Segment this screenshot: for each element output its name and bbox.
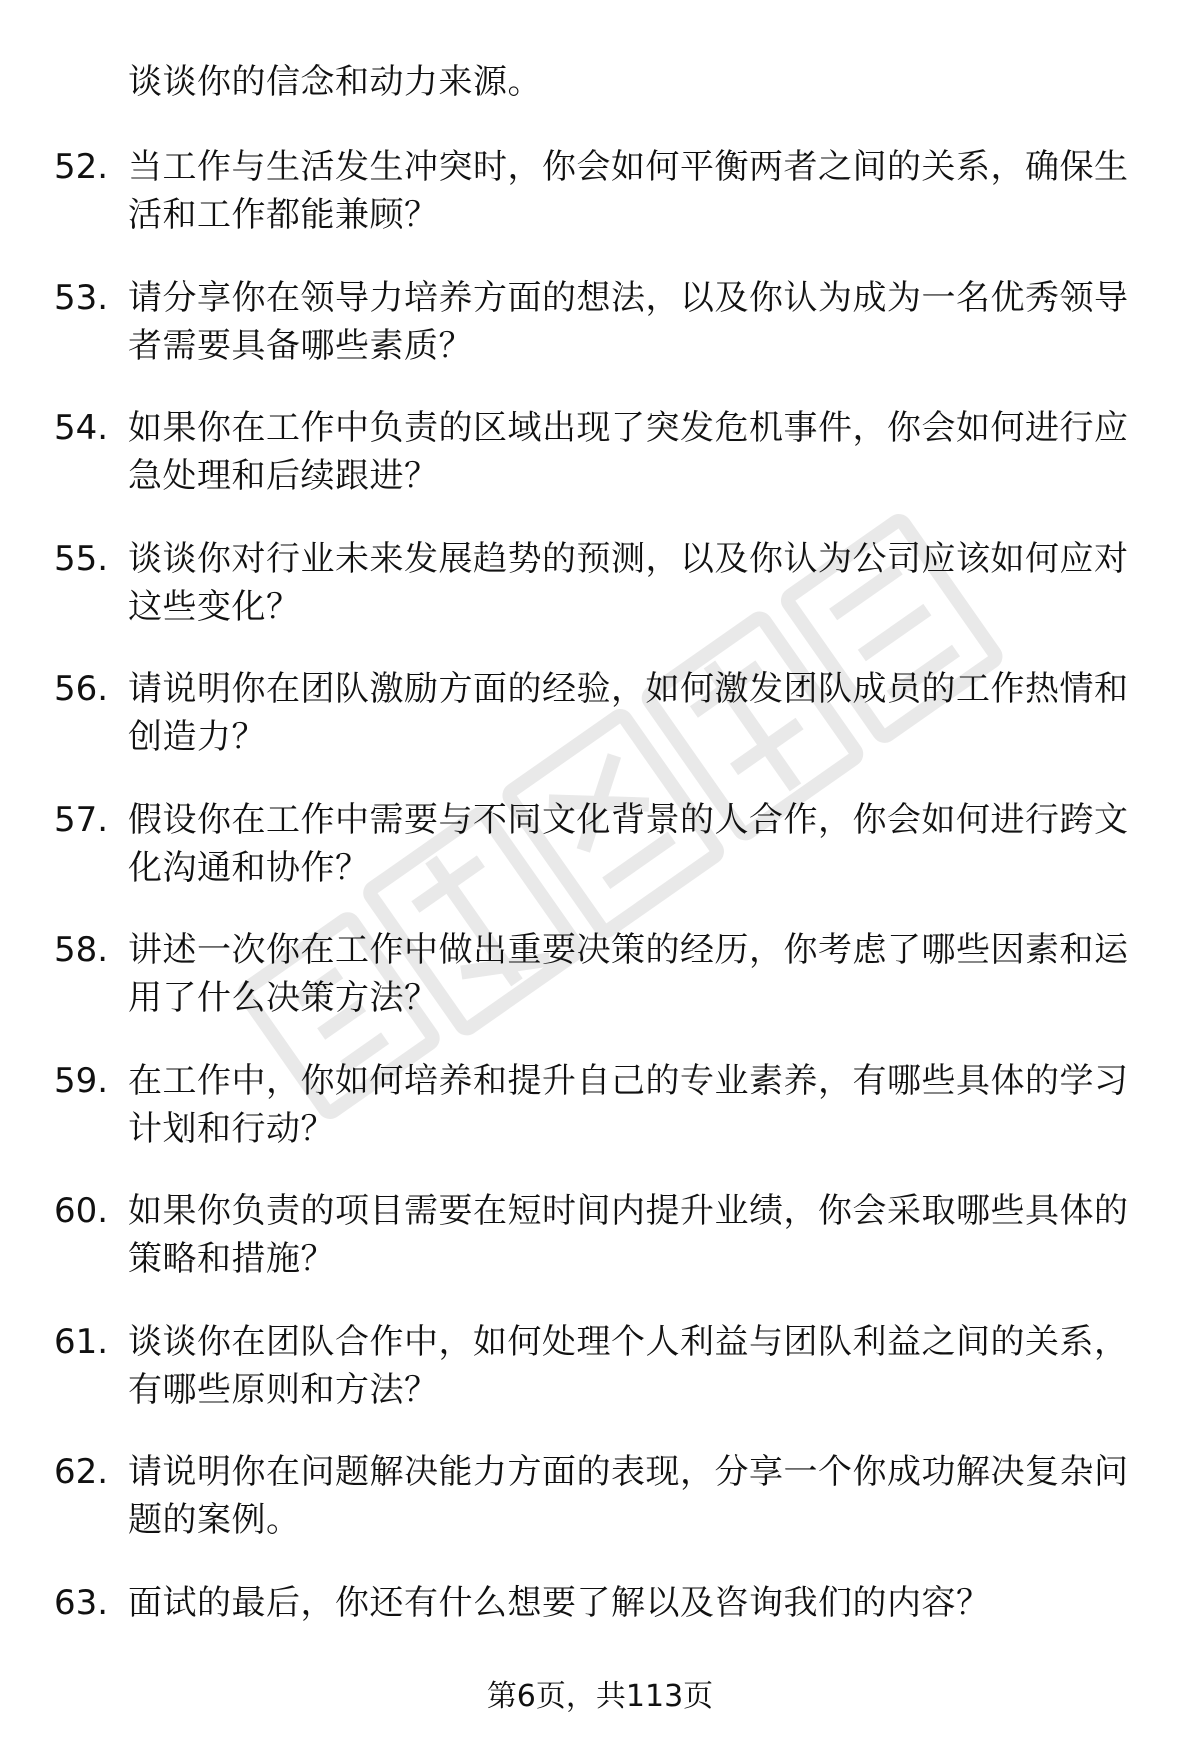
- question-item: [0, 665, 1200, 796]
- question-item: [0, 926, 1200, 1057]
- question-list: [0, 143, 1200, 1709]
- question-item: [0, 796, 1200, 927]
- question-number: 56.: [54, 669, 109, 709]
- question-text: 如果你负责的项目需要在短时间内提升业绩，你会采取哪些具体的策略和措施？: [128, 1191, 1129, 1279]
- question-item: [0, 404, 1200, 535]
- question-text: 假设你在工作中需要与不同文化背景的人合作，你会如何进行跨文化沟通和协作？: [128, 799, 1129, 888]
- continuation-text: 谈谈你的信念和动力来源。: [128, 62, 542, 102]
- question-text: 如果你在工作中负责的区域出现了突发危机事件，你会如何进行应急处理和后续跟进？: [128, 408, 1129, 496]
- question-text: 谈谈你在团队合作中，如何处理个人利益与团队利益之间的关系，有哪些原则和方法？: [128, 1321, 1129, 1410]
- question-number: 63.: [54, 1582, 109, 1623]
- question-item: [0, 535, 1200, 666]
- question-text: 讲述一次你在工作中做出重要决策的经历，你考虑了哪些因素和运用了什么决策方法？: [128, 930, 1129, 1018]
- question-text: 面试的最后，你还有什么想要了解以及咨询我们的内容？: [128, 1582, 991, 1623]
- question-number: 53.: [54, 277, 109, 318]
- question-text: 当工作与生活发生冲突时，你会如何平衡两者之间的关系，确保生活和工作都能兼顾？: [128, 147, 1129, 235]
- question-number: 59.: [54, 1060, 109, 1101]
- question-text: 请说明你在问题解决能力方面的表现，分享一个你成功解决复杂问题的案例。: [128, 1452, 1129, 1540]
- question-number: 55.: [54, 538, 109, 579]
- question-number: 61.: [54, 1321, 109, 1362]
- question-text: 请分享你在领导力培养方面的想法，以及你认为成为一名优秀领导者需要具备哪些素质？: [128, 277, 1129, 366]
- question-number: 62.: [54, 1452, 109, 1492]
- question-number: 52.: [54, 147, 109, 187]
- question-text: 在工作中，你如何培养和提升自己的专业素养，有哪些具体的学习计划和行动？: [128, 1060, 1129, 1149]
- question-item: [0, 1187, 1200, 1318]
- page-footer: 第6页，共113页: [486, 1679, 714, 1714]
- question-number: 57.: [54, 799, 109, 840]
- question-item: [0, 143, 1200, 274]
- question-text: 谈谈你对行业未来发展趋势的预测，以及你认为公司应该如何应对这些变化？: [128, 538, 1129, 627]
- question-number: 54.: [54, 408, 109, 448]
- question-number: 60.: [54, 1191, 109, 1231]
- question-item: [0, 274, 1200, 405]
- question-text: 请说明你在团队激励方面的经验，如何激发团队成员的工作热情和创造力？: [128, 669, 1129, 757]
- question-item: [0, 1057, 1200, 1188]
- question-item: [0, 1448, 1200, 1579]
- question-number: 58.: [54, 930, 109, 970]
- question-item: [0, 1318, 1200, 1449]
